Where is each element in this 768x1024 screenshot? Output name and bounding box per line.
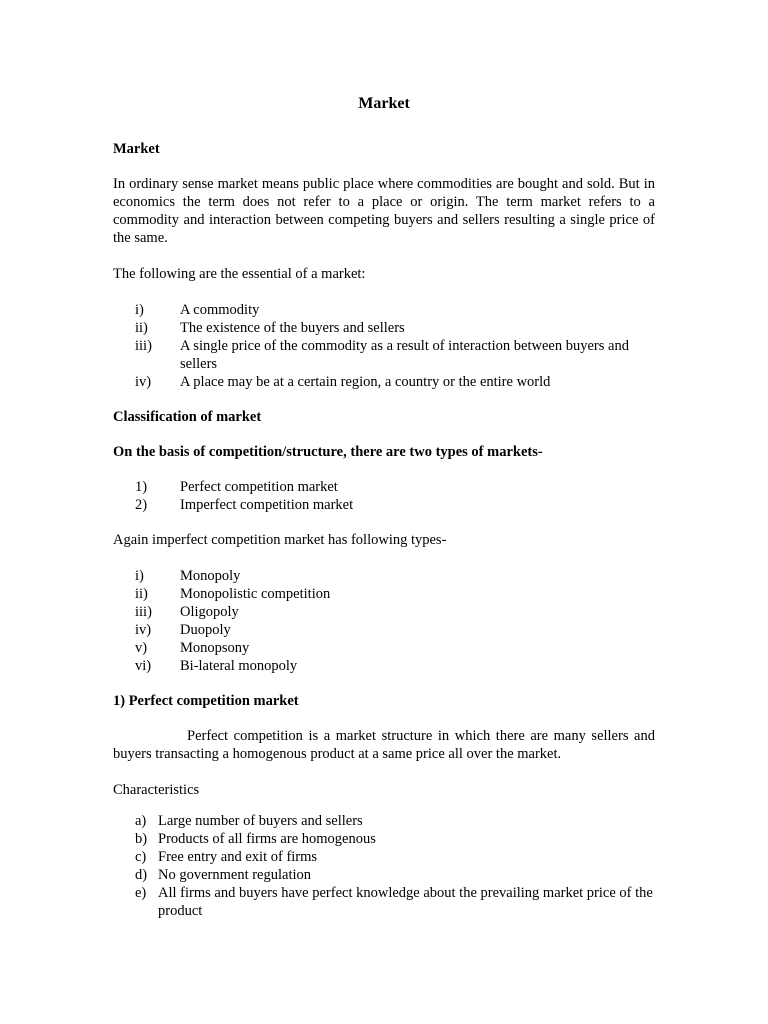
page-title: Market <box>358 95 410 112</box>
perfect-competition-paragraph: Perfect competition is a market structure in which there are many sellers and buyers transacting a homogenous product at a same price all over the market. <box>113 728 655 762</box>
list-item-marker: iv) <box>135 622 152 638</box>
list-item-marker: iv) <box>135 374 152 390</box>
list-item-marker: i) <box>135 568 144 584</box>
classification-subheading: On the basis of competition/structure, there are two types of markets- <box>113 444 543 460</box>
list-item <box>113 337 655 373</box>
list-item <box>113 585 655 603</box>
list-item-marker: a) <box>135 813 147 829</box>
list-item <box>113 884 655 920</box>
list-item-text: Free entry and exit of firms <box>158 849 318 865</box>
list-item-text: Perfect competition market <box>180 479 338 495</box>
list-item-marker: 1) <box>135 479 148 495</box>
list-item <box>113 621 655 639</box>
list-item <box>113 373 655 391</box>
section-heading-market: Market <box>113 141 160 157</box>
list-item-text: Bi-lateral monopoly <box>180 658 298 674</box>
characteristics-list <box>113 812 655 920</box>
list-item-text: Monopsony <box>180 640 250 656</box>
list-item-marker: e) <box>135 885 147 901</box>
list-item <box>113 496 655 514</box>
document-page <box>113 94 655 920</box>
list-item-text: A commodity <box>180 302 260 318</box>
list-item-text: A place may be at a certain region, a country or the entire world <box>180 374 551 390</box>
list-item-text: All firms and buyers have perfect knowledge about the prevailing market price of the product <box>158 885 653 919</box>
list-item <box>113 567 655 585</box>
list-item-text: Monopolistic competition <box>180 586 331 602</box>
imperfect-types-list <box>113 567 655 675</box>
list-item <box>113 812 655 830</box>
list-item-text: A single price of the commodity as a result of interaction between buyers and sellers <box>180 338 629 372</box>
list-item-marker: iii) <box>135 604 152 620</box>
essentials-list <box>113 301 655 391</box>
list-item-marker: iii) <box>135 338 152 354</box>
list-item <box>113 830 655 848</box>
list-item <box>113 866 655 884</box>
section-heading-classification: Classification of market <box>113 409 262 425</box>
list-item <box>113 657 655 675</box>
list-item-text: Monopoly <box>180 568 241 584</box>
imperfect-intro: Again imperfect competition market has following types- <box>113 532 447 548</box>
list-item-marker: 2) <box>135 497 148 513</box>
essentials-intro: The following are the essential of a market: <box>113 266 366 282</box>
list-item-text: Duopoly <box>180 622 231 638</box>
characteristics-label: Characteristics <box>113 782 200 798</box>
market-types-list <box>113 478 655 514</box>
list-item-marker: ii) <box>135 320 148 336</box>
list-item-text: Products of all firms are homogenous <box>158 831 376 847</box>
list-item-marker: c) <box>135 849 147 865</box>
list-item-marker: i) <box>135 302 144 318</box>
list-item <box>113 319 655 337</box>
section-heading-perfect-competition: 1) Perfect competition market <box>113 693 299 709</box>
list-item <box>113 301 655 319</box>
list-item-marker: v) <box>135 640 148 656</box>
list-item-marker: d) <box>135 867 148 883</box>
list-item-text: The existence of the buyers and sellers <box>180 320 405 336</box>
list-item-text: Imperfect competition market <box>180 497 354 513</box>
list-item <box>113 639 655 657</box>
list-item <box>113 478 655 496</box>
list-item-text: Oligopoly <box>180 604 239 620</box>
list-item-text: Large number of buyers and sellers <box>158 813 363 829</box>
list-item-marker: ii) <box>135 586 148 602</box>
list-item-marker: vi) <box>135 658 152 674</box>
list-item-text: No government regulation <box>158 867 312 883</box>
list-item <box>113 603 655 621</box>
list-item <box>113 848 655 866</box>
list-item-marker: b) <box>135 831 148 847</box>
market-definition-paragraph: In ordinary sense market means public place where commodities are bought and sold. But in economics the term does not refer to a place or origin. The term market refers to a commodity and interaction between competing buyers and sellers resulting a single price of the same. <box>113 176 655 246</box>
